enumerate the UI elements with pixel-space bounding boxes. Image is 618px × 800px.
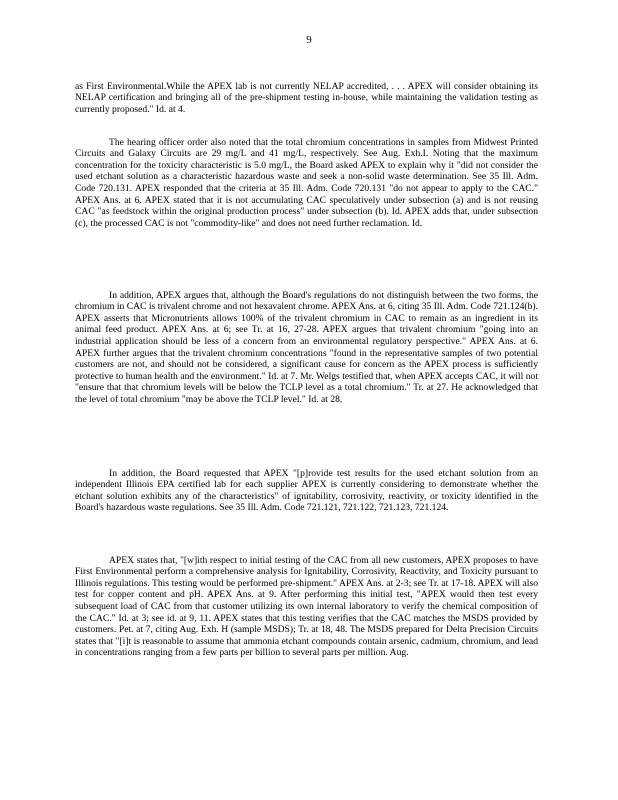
paragraph-1: as First Environmental.While the APEX lab is not currently NELAP accredited, . . . APEX will consider obtaining its NELAP certification and bringing all of the pre-shipment testing in-house, while maintaining the validation testing as currently proposed." Id. at 4. bbox=[75, 80, 538, 115]
paragraph-3: In addition, APEX argues that, although the Board's regulations do not distinguish between the two forms, the chromium in CAC is trivalent chrome and not hexavalent chrome. APEX Ans. at 6, citing 35 Ill. Adm. Code 721.124(b). APEX asserts that Micronutrients allows 100% of the trivalent chromium in CAC to remain as an ingredient in its animal feed product. APEX Ans. at 6; see Tr. at 16, 27-28. APEX argues that trivalent chromium "going into an industrial application should be less of a concern from an environmental regulatory perspective." APEX Ans. at 6. APEX further argues that the trivalent chromium concentrations "found in the representative samples of two potential customers are not, and should not be considered, a significant cause for concern as the APEX process is sufficiently protective to human health and the environment." Id. at 7. Mr. Welgs testified that, when APEX accepts CAC, it will not "ensure that that chromium levels will be below the TCLP level as a total chromium." Tr. at 27. He acknowledged that the level of total chromium "may be above the TCLP level." Id. at 28. bbox=[75, 289, 538, 405]
paragraph-4: In addition, the Board requested that APEX "[p]rovide test results for the used etchant solution from an independent Illinois EPA certified lab for each supplier APEX is currently considering to demonstrate whether the etchant solution exhibits any of the characteristics" of ignitability, corrosivity, reactivity, or toxicity identified in the Board's hazardous waste regulations. See 35 Ill. Adm. Code 721.121, 721.122, 721.123, 721.124. bbox=[75, 467, 538, 514]
paragraph-5: APEX states that, "[w]ith respect to initial testing of the CAC from all new customers, APEX proposes to have First Environmental perform a comprehensive analysis for Ignitability, Corrosivity, Reactivity, and Toxicity pursuant to Illinois regulations. This testing would be performed pre-shipment." APEX Ans. at 2-3; see Tr. at 17-18. APEX will also test for copper content and pH. APEX Ans. at 9. After performing this initial test, "APEX would then test every subsequent load of CAC from that customer utilizing its own internal laboratory to verify the chemical composition of the CAC." Id. at 3; see id. at 9, 11. APEX states that this testing verifies that the CAC matches the MSDS provided by customers. Pet. at 7, citing Aug. Exh. H (sample MSDS); Tr. at 18, 48. The MSDS prepared for Delta Precision Circuits states that "[i]t is reasonable to assume that ammonia etchant compounds contain arsenic, cadmium, chromium, and lead in concentrations ranging from a few parts per billion to several parts per million. Aug. bbox=[75, 554, 538, 659]
page-number: 9 bbox=[306, 34, 312, 46]
paragraph-2: The hearing officer order also noted that the total chromium concentrations in samples from Midwest Printed Circuits and Galaxy Circuits are 29 mg/L and 41 mg/L, respectively. See Aug. Exh.I. Noting that the maximum concentration for the toxicity characteristic is 5.0 mg/L, the Board asked APEX to explain why it "did not consider the used etchant solution as a characteristic hazardous waste and seek a non-solid waste determination. See 35 Ill. Adm. Code 720.131. APEX responded that the criteria at 35 Ill. Adm. Code 720.131 "do not appear to apply to the CAC." APEX Ans. at 6. APEX stated that it is not accumulating CAC speculatively under subsection (a) and is not reusing CAC "as feedstock within the original production process" under subsection (b). Id. APEX adds that, under subsection (c), the processed CAC is not "commodity-like" and does not need further reclamation. Id. bbox=[75, 136, 538, 229]
